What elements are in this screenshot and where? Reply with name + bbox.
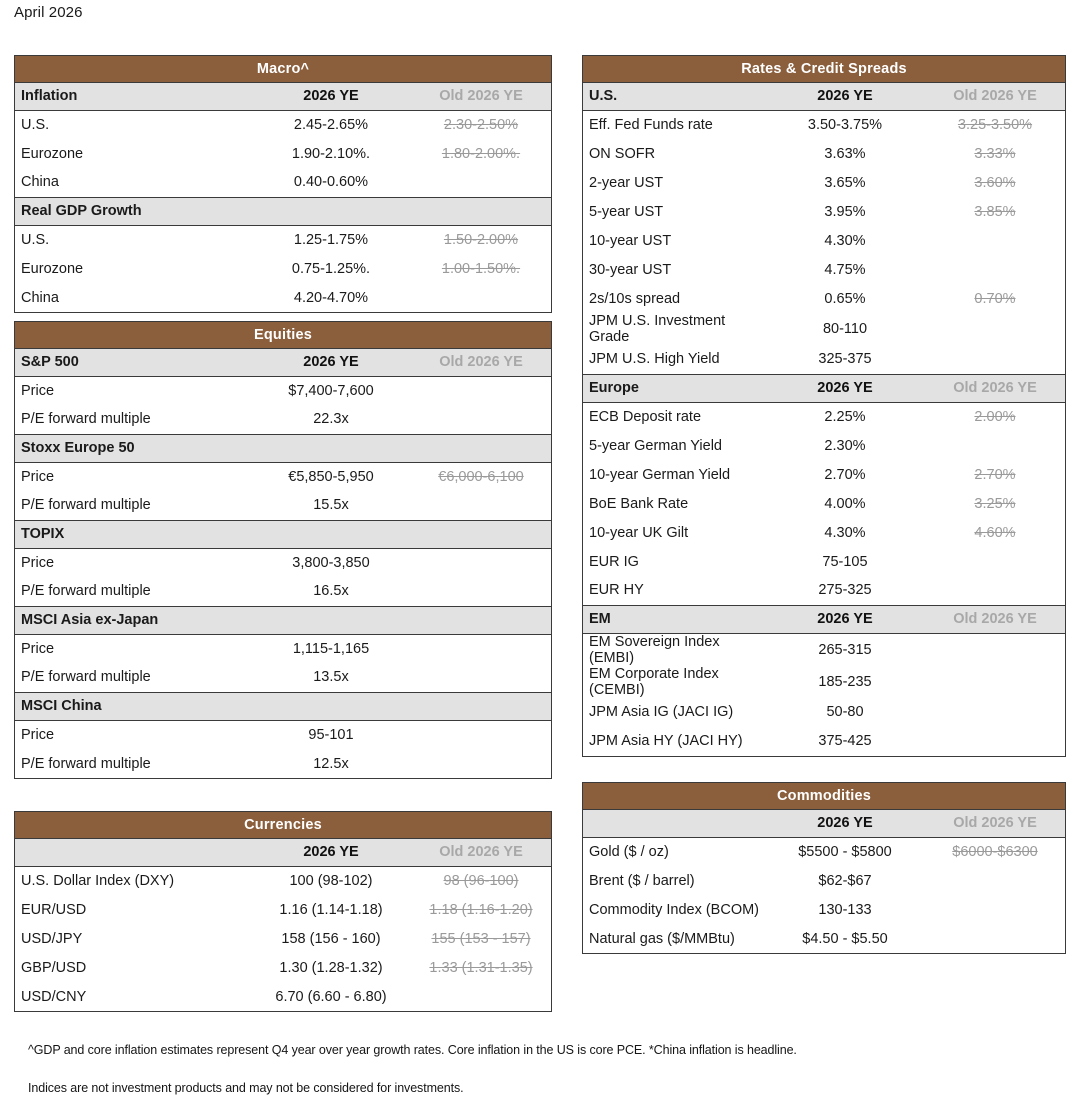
row-label: Price — [15, 376, 251, 405]
row-value-new: 2.25% — [765, 402, 925, 431]
row-value-new: $4.50 - $5.50 — [765, 924, 925, 953]
section-header-row — [15, 606, 551, 634]
row-value-new: 1,115-1,165 — [251, 634, 411, 663]
row-label: Price — [15, 720, 251, 749]
table-row — [15, 749, 551, 778]
row-value-new: $62-$67 — [765, 866, 925, 895]
row-label: JPM U.S. High Yield — [583, 345, 765, 374]
table-banner-commodities — [583, 783, 1065, 809]
table-row — [15, 254, 551, 283]
table-row — [15, 548, 551, 577]
table-row — [583, 168, 1065, 197]
column-header-old: Old 2026 YE — [925, 82, 1065, 110]
section-header-label: Inflation — [15, 82, 251, 110]
banner-label: Commodities — [583, 783, 1065, 809]
table-row — [583, 547, 1065, 576]
row-label: 5-year German Yield — [583, 431, 765, 460]
row-label: Gold ($ / oz) — [583, 837, 765, 866]
row-value-old — [411, 634, 551, 663]
row-value-new: 3.95% — [765, 197, 925, 226]
column-header-new — [251, 434, 411, 462]
row-value-old — [925, 727, 1065, 756]
row-label: China — [15, 168, 251, 197]
table-row — [583, 837, 1065, 866]
section-header-row — [15, 692, 551, 720]
table-row — [583, 895, 1065, 924]
row-value-old — [925, 866, 1065, 895]
row-label: Brent ($ / barrel) — [583, 866, 765, 895]
row-label: P/E forward multiple — [15, 749, 251, 778]
section-header-row — [15, 520, 551, 548]
row-value-old — [925, 489, 1065, 518]
row-value-old — [411, 254, 551, 283]
row-value-new: 275-325 — [765, 576, 925, 605]
table-banner-rates — [583, 56, 1065, 82]
strikethrough-old-value: 98 (96-100) — [443, 872, 519, 889]
row-value-old — [925, 576, 1065, 605]
banner-label: Equities — [15, 322, 551, 348]
table-row — [15, 376, 551, 405]
row-value-new: 1.16 (1.14-1.18) — [251, 895, 411, 924]
row-label: USD/CNY — [15, 982, 251, 1011]
column-header-old: Old 2026 YE — [925, 605, 1065, 633]
row-value-new: 265-315 — [765, 633, 925, 666]
row-value-new: 4.00% — [765, 489, 925, 518]
row-value-old — [925, 518, 1065, 547]
table-currencies — [14, 811, 552, 1012]
strikethrough-old-value: $6000-$6300 — [952, 843, 1038, 860]
row-value-old — [925, 197, 1065, 226]
row-label: JPM Asia HY (JACI HY) — [583, 727, 765, 756]
row-label: U.S. — [15, 110, 251, 139]
table-row — [15, 866, 551, 895]
row-label: Eurozone — [15, 254, 251, 283]
row-label: Price — [15, 548, 251, 577]
row-value-new: 2.30% — [765, 431, 925, 460]
row-label: EUR IG — [583, 547, 765, 576]
section-header-label: S&P 500 — [15, 348, 251, 376]
page-title: April 2026 — [14, 4, 83, 21]
row-label: JPM Asia IG (JACI IG) — [583, 698, 765, 727]
row-label: EUR/USD — [15, 895, 251, 924]
row-value-new: 13.5x — [251, 663, 411, 692]
column-header-new — [251, 197, 411, 225]
table-row — [15, 168, 551, 197]
row-label: Natural gas ($/MMBtu) — [583, 924, 765, 953]
row-value-new: 158 (156 - 160) — [251, 924, 411, 953]
strikethrough-old-value: 3.33% — [974, 145, 1016, 162]
table-row — [15, 982, 551, 1011]
row-value-old — [925, 633, 1065, 666]
row-label: ON SOFR — [583, 139, 765, 168]
row-value-new: 3,800-3,850 — [251, 548, 411, 577]
column-header-new — [251, 606, 411, 634]
row-value-old — [411, 720, 551, 749]
table-row — [583, 313, 1065, 345]
row-value-old — [925, 547, 1065, 576]
row-value-new: 15.5x — [251, 491, 411, 520]
row-value-new: 375-425 — [765, 727, 925, 756]
table-row — [15, 225, 551, 254]
row-value-old — [925, 837, 1065, 866]
row-value-new: 0.65% — [765, 284, 925, 313]
section-header-row — [583, 605, 1065, 633]
row-label: BoE Bank Rate — [583, 489, 765, 518]
table-row — [583, 226, 1065, 255]
row-value-new: 325-375 — [765, 345, 925, 374]
column-header-new: 2026 YE — [765, 374, 925, 402]
row-label: 10-year German Yield — [583, 460, 765, 489]
table-row — [583, 197, 1065, 226]
table-banner-macro — [15, 56, 551, 82]
row-value-old — [411, 405, 551, 434]
section-header-row — [15, 197, 551, 225]
strikethrough-old-value: 2.00% — [974, 408, 1016, 425]
table-row — [15, 405, 551, 434]
section-header-row — [15, 838, 551, 866]
row-value-new: 2.70% — [765, 460, 925, 489]
row-label: GBP/USD — [15, 953, 251, 982]
row-label: China — [15, 283, 251, 312]
section-header-label: Stoxx Europe 50 — [15, 434, 251, 462]
row-value-new: 12.5x — [251, 749, 411, 778]
row-value-old — [925, 284, 1065, 313]
section-header-row — [15, 348, 551, 376]
row-value-old — [411, 663, 551, 692]
row-value-new: €5,850-5,950 — [251, 462, 411, 491]
strikethrough-old-value: 1.33 (1.31-1.35) — [429, 959, 533, 976]
table-row — [583, 666, 1065, 698]
row-value-old — [411, 895, 551, 924]
row-value-old — [925, 139, 1065, 168]
row-value-new: 2.45-2.65% — [251, 110, 411, 139]
row-value-new: 1.25-1.75% — [251, 225, 411, 254]
column-header-new — [251, 692, 411, 720]
strikethrough-old-value: 1.00-1.50%. — [441, 260, 521, 277]
row-label: P/E forward multiple — [15, 663, 251, 692]
column-header-new — [251, 520, 411, 548]
row-value-old — [411, 982, 551, 1011]
table-row — [15, 139, 551, 168]
row-value-old — [411, 139, 551, 168]
row-value-old — [411, 577, 551, 606]
table-row — [15, 110, 551, 139]
row-label: P/E forward multiple — [15, 577, 251, 606]
table-row — [583, 402, 1065, 431]
column-header-new: 2026 YE — [765, 809, 925, 837]
column-header-old: Old 2026 YE — [411, 348, 551, 376]
row-value-old — [925, 168, 1065, 197]
row-value-new: 1.30 (1.28-1.32) — [251, 953, 411, 982]
row-value-old — [925, 698, 1065, 727]
table-row — [583, 924, 1065, 953]
row-value-new: 130-133 — [765, 895, 925, 924]
table-row — [15, 720, 551, 749]
row-value-new: 4.75% — [765, 255, 925, 284]
column-header-new: 2026 YE — [251, 82, 411, 110]
table-row — [15, 895, 551, 924]
row-value-old — [925, 460, 1065, 489]
column-header-old: Old 2026 YE — [925, 374, 1065, 402]
row-value-new: 95-101 — [251, 720, 411, 749]
row-value-new: 3.65% — [765, 168, 925, 197]
section-header-row — [583, 374, 1065, 402]
row-value-old — [925, 666, 1065, 698]
footnote-gdp-inflation: ^GDP and core inflation estimates represent Q4 year over year growth rates. Core inflation in the US is core PCE. *China inflation is headline. — [28, 1043, 797, 1057]
row-value-old — [411, 376, 551, 405]
strikethrough-old-value: 3.60% — [974, 174, 1016, 191]
strikethrough-old-value: 3.85% — [974, 203, 1016, 220]
section-header-label: Europe — [583, 374, 765, 402]
table-rates-credit-spreads — [582, 55, 1066, 757]
column-header-old — [411, 197, 551, 225]
table-row — [15, 462, 551, 491]
row-label: 2s/10s spread — [583, 284, 765, 313]
table-banner-currencies — [15, 812, 551, 838]
row-value-old — [411, 462, 551, 491]
row-value-new: 6.70 (6.60 - 6.80) — [251, 982, 411, 1011]
table-row — [583, 460, 1065, 489]
table-macro — [14, 55, 552, 313]
row-value-new: 3.63% — [765, 139, 925, 168]
table-row — [15, 634, 551, 663]
row-value-old — [411, 548, 551, 577]
table-row — [583, 255, 1065, 284]
row-value-old — [925, 924, 1065, 953]
row-value-old — [411, 110, 551, 139]
row-value-new: 22.3x — [251, 405, 411, 434]
table-row — [15, 953, 551, 982]
row-value-new: $7,400-7,600 — [251, 376, 411, 405]
strikethrough-old-value: 1.50-2.00% — [443, 231, 519, 248]
table-row — [15, 577, 551, 606]
table-row — [583, 576, 1065, 605]
row-label: 10-year UK Gilt — [583, 518, 765, 547]
strikethrough-old-value: 155 (153 - 157) — [431, 930, 531, 947]
strikethrough-old-value: 2.30-2.50% — [443, 116, 519, 133]
row-label: EM Corporate Index (CEMBI) — [583, 666, 765, 698]
row-value-new: 3.50-3.75% — [765, 110, 925, 139]
column-header-old — [411, 606, 551, 634]
row-value-new: 0.75-1.25%. — [251, 254, 411, 283]
row-value-new: 4.30% — [765, 518, 925, 547]
table-row — [15, 924, 551, 953]
section-header-row — [583, 809, 1065, 837]
section-header-label: EM — [583, 605, 765, 633]
row-label: U.S. — [15, 225, 251, 254]
row-label: ECB Deposit rate — [583, 402, 765, 431]
row-value-new: 50-80 — [765, 698, 925, 727]
column-header-new: 2026 YE — [765, 82, 925, 110]
column-header-old: Old 2026 YE — [411, 838, 551, 866]
row-value-old — [925, 313, 1065, 345]
table-equities — [14, 321, 552, 779]
column-header-old: Old 2026 YE — [925, 809, 1065, 837]
row-value-new: $5500 - $5800 — [765, 837, 925, 866]
section-header-label: TOPIX — [15, 520, 251, 548]
table-row — [583, 345, 1065, 374]
row-value-old — [411, 953, 551, 982]
table-row — [583, 727, 1065, 756]
table-row — [15, 491, 551, 520]
row-label: EM Sovereign Index (EMBI) — [583, 633, 765, 666]
table-row — [583, 139, 1065, 168]
row-label: Price — [15, 462, 251, 491]
table-row — [15, 283, 551, 312]
table-commodities — [582, 782, 1066, 954]
row-value-old — [925, 226, 1065, 255]
section-header-label: MSCI China — [15, 692, 251, 720]
section-header-row — [15, 434, 551, 462]
table-row — [583, 489, 1065, 518]
section-header-row — [15, 82, 551, 110]
strikethrough-old-value: 2.70% — [974, 466, 1016, 483]
row-label: Eurozone — [15, 139, 251, 168]
strikethrough-old-value: €6,000-6,100 — [438, 468, 524, 485]
row-value-new: 100 (98-102) — [251, 866, 411, 895]
strikethrough-old-value: 1.18 (1.16-1.20) — [429, 901, 533, 918]
strikethrough-old-value: 1.80-2.00%. — [441, 145, 521, 162]
row-value-new: 16.5x — [251, 577, 411, 606]
column-header-new: 2026 YE — [765, 605, 925, 633]
row-value-old — [411, 225, 551, 254]
column-header-old — [411, 692, 551, 720]
row-value-old — [411, 168, 551, 197]
column-header-new: 2026 YE — [251, 838, 411, 866]
table-row — [583, 518, 1065, 547]
row-value-new: 1.90-2.10%. — [251, 139, 411, 168]
row-label: P/E forward multiple — [15, 491, 251, 520]
row-value-old — [411, 749, 551, 778]
column-header-old — [411, 434, 551, 462]
row-label: Commodity Index (BCOM) — [583, 895, 765, 924]
banner-label: Rates & Credit Spreads — [583, 56, 1065, 82]
strikethrough-old-value: 4.60% — [974, 524, 1016, 541]
row-label: U.S. Dollar Index (DXY) — [15, 866, 251, 895]
column-header-old — [411, 520, 551, 548]
row-label: 2-year UST — [583, 168, 765, 197]
row-label: Price — [15, 634, 251, 663]
row-label: USD/JPY — [15, 924, 251, 953]
row-value-new: 4.30% — [765, 226, 925, 255]
section-header-label — [583, 809, 765, 837]
row-value-old — [925, 255, 1065, 284]
strikethrough-old-value: 3.25-3.50% — [957, 116, 1033, 133]
table-row — [583, 284, 1065, 313]
row-value-old — [925, 110, 1065, 139]
row-value-new: 0.40-0.60% — [251, 168, 411, 197]
row-value-new: 185-235 — [765, 666, 925, 698]
row-label: EUR HY — [583, 576, 765, 605]
row-label: P/E forward multiple — [15, 405, 251, 434]
section-header-label: Real GDP Growth — [15, 197, 251, 225]
row-value-old — [925, 345, 1065, 374]
banner-label: Macro^ — [15, 56, 551, 82]
table-row — [583, 698, 1065, 727]
row-value-old — [411, 491, 551, 520]
row-label: 10-year UST — [583, 226, 765, 255]
footnote-indices-disclaimer: Indices are not investment products and may not be considered for investments. — [28, 1081, 464, 1095]
column-header-new: 2026 YE — [251, 348, 411, 376]
column-header-old: Old 2026 YE — [411, 82, 551, 110]
strikethrough-old-value: 3.25% — [974, 495, 1016, 512]
table-row — [583, 866, 1065, 895]
table-banner-equities — [15, 322, 551, 348]
row-value-old — [925, 402, 1065, 431]
row-value-old — [925, 895, 1065, 924]
row-value-old — [411, 283, 551, 312]
section-header-label: U.S. — [583, 82, 765, 110]
row-label: JPM U.S. Investment Grade — [583, 313, 765, 345]
row-value-new: 4.20-4.70% — [251, 283, 411, 312]
section-header-label — [15, 838, 251, 866]
row-value-new: 75-105 — [765, 547, 925, 576]
row-label: Eff. Fed Funds rate — [583, 110, 765, 139]
row-value-new: 80-110 — [765, 313, 925, 345]
banner-label: Currencies — [15, 812, 551, 838]
row-value-old — [411, 924, 551, 953]
section-header-label: MSCI Asia ex-Japan — [15, 606, 251, 634]
strikethrough-old-value: 0.70% — [974, 290, 1016, 307]
row-value-old — [925, 431, 1065, 460]
row-value-old — [411, 866, 551, 895]
table-row — [583, 431, 1065, 460]
row-label: 30-year UST — [583, 255, 765, 284]
table-row — [15, 663, 551, 692]
table-row — [583, 633, 1065, 666]
table-row — [583, 110, 1065, 139]
section-header-row — [583, 82, 1065, 110]
row-label: 5-year UST — [583, 197, 765, 226]
